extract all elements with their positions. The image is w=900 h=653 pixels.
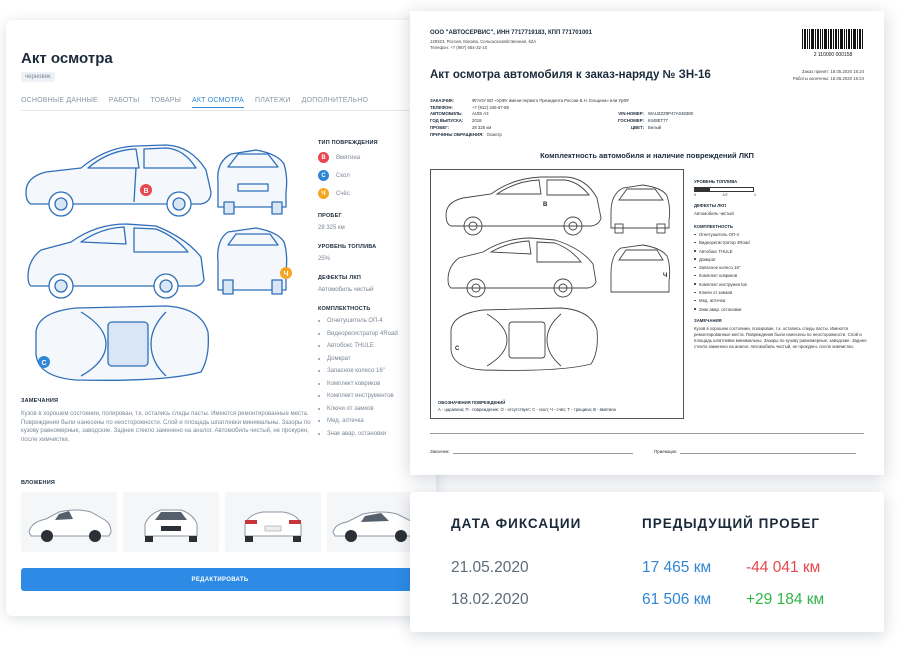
document-divider	[430, 433, 864, 434]
car-damage-diagram[interactable]	[16, 132, 311, 402]
list-item: Домкрат	[318, 356, 433, 362]
work-end-date: Работы окончены: 18.05.2020 16:24	[792, 75, 864, 81]
attachments-title: ВЛОЖЕНИЯ	[21, 480, 56, 486]
field-label: ЗАКАЗЧИК:	[430, 97, 455, 103]
damage-type-label: Счёс	[336, 190, 350, 197]
defects-title: ДЕФЕКТЫ ЛКП	[694, 203, 726, 208]
tab-bar	[21, 97, 368, 108]
list-item: Мед. аптечка	[694, 298, 869, 303]
row-date: 18.02.2020	[451, 591, 529, 608]
receiver-signature	[654, 449, 856, 454]
remarks-section	[21, 398, 311, 444]
company-name: ООО "АВТОСЕРВИС", ИНН 7717719183, КПП 771701001	[430, 30, 592, 36]
list-item: Комплект инструментов	[318, 393, 433, 399]
fuel-fill	[695, 188, 710, 191]
row-delta-negative: -44 041 км	[746, 559, 821, 576]
field-label: ПРИЧИНЫ ОБРАЩЕНИЯ:	[430, 131, 484, 137]
list-item: Ключи от замков	[318, 406, 433, 412]
attachment-photo[interactable]	[123, 492, 219, 552]
fuel-title: УРОВЕНЬ ТОПЛИВА	[694, 179, 738, 184]
field-label: VIN-НОМЕР:	[618, 111, 644, 117]
row-mileage: 61 506 км	[642, 591, 712, 608]
car-top	[36, 306, 208, 380]
damage-types-title: ТИП ПОВРЕЖДЕНИЯ	[318, 140, 378, 146]
mileage-value: 28 325 км	[472, 125, 492, 131]
field-label: АВТОМОБИЛЬ:	[430, 111, 463, 117]
tabs-divider	[21, 110, 436, 111]
attachment-photo[interactable]	[225, 492, 321, 552]
order-accepted-date: Заказ принят: 18.05.2020 16:24	[801, 69, 864, 74]
svg-text:С: С	[41, 360, 47, 367]
document-car-diagram	[431, 170, 685, 380]
attachment-photo[interactable]	[327, 492, 423, 552]
document-diagram-box	[430, 169, 684, 419]
dent-icon: В	[318, 152, 329, 163]
damage-type-label: Вмятина	[336, 154, 361, 161]
list-item: Видеорегистратор 4Road	[318, 331, 433, 337]
color-value: Белый	[648, 125, 662, 131]
list-item: Домкрат	[694, 257, 869, 262]
list-item: Запасное колесо 16"	[694, 265, 869, 270]
inspection-card	[6, 20, 436, 616]
company-address	[430, 39, 536, 51]
fuel-gauge	[694, 187, 754, 192]
field-label: ЦВЕТ:	[630, 125, 644, 131]
mileage-title: ПРОБЕГ	[318, 213, 342, 219]
defects-title: ДЕФЕКТЫ ЛКП	[318, 275, 362, 281]
damage-legend	[438, 400, 616, 412]
tab-payments[interactable]: ПЛАТЕЖИ	[255, 97, 291, 104]
field-label: ПРОБЕГ:	[430, 125, 450, 131]
document-dates	[793, 69, 864, 82]
svg-text:В: В	[143, 188, 149, 195]
customer-value: ФГАОУ ВО «УрФУ имени первого Президента России Б.Н. Ельцина» или УрФУ	[472, 97, 630, 103]
fuel-ticks	[694, 193, 756, 197]
attachment-photo[interactable]	[21, 492, 117, 552]
list-item: Мед. аптечка	[318, 418, 433, 424]
list-item: Знак авар. остановки	[318, 431, 433, 437]
chip-icon: С	[318, 170, 329, 181]
diagram-mark-chip: C	[455, 346, 460, 352]
signature-label: Приемщик:	[654, 449, 678, 454]
reason-value: Осмотр	[486, 131, 502, 137]
remarks-title: ЗАМЕЧАНИЯ	[694, 317, 722, 323]
tab-inspection[interactable]: АКТ ОСМОТРА	[192, 97, 244, 108]
mileage-value: 28 325 км	[318, 225, 345, 231]
defects-value: Автомобиль чистый	[318, 287, 374, 293]
barcode-icon	[802, 29, 864, 57]
attachments-gallery	[21, 492, 423, 552]
list-item: Автобокс THULE	[318, 343, 433, 349]
list-item: Комплект инструментов	[694, 282, 869, 287]
status-badge: черновик	[21, 72, 55, 82]
fuel-title: УРОВЕНЬ ТОПЛИВА	[318, 244, 377, 250]
vin-value: WAUZZZ8P47A048380	[648, 111, 693, 117]
signature-label: Заказчик:	[430, 449, 450, 454]
tab-goods[interactable]: ТОВАРЫ	[150, 97, 182, 104]
car-value: AUDI A3	[472, 111, 489, 117]
list-item: Автобокс THULE	[694, 249, 869, 254]
legend-title: ОБОЗНАЧЕНИЯ ПОВРЕЖДЕНИЙ	[438, 400, 506, 405]
mileage-history-card	[410, 492, 884, 632]
year-value: 2018	[472, 118, 482, 124]
scratch-icon: Ч	[318, 188, 329, 199]
kit-list	[694, 232, 869, 312]
phone-value: +7 (912) 345-67-89	[472, 104, 509, 110]
field-label: ТЕЛЕФОН:	[430, 104, 453, 110]
list-item: Комплект ковриков	[318, 381, 433, 387]
inspection-document	[410, 11, 884, 475]
document-details	[694, 179, 869, 350]
diagram-mark-dent: B	[543, 202, 548, 208]
list-item: Огнетушитель ОП-4	[694, 232, 869, 237]
fuel-value: 25%	[318, 256, 331, 262]
row-delta-positive: +29 184 км	[746, 591, 825, 608]
row-mileage: 17 465 км	[642, 559, 712, 576]
signature-line	[453, 449, 633, 454]
tab-additional[interactable]: ДОПОЛНИТЕЛЬНО	[301, 97, 369, 104]
document-section-title: Комплектность автомобиля и наличие повреждений ЛКП	[540, 151, 754, 160]
car-side-left	[26, 145, 211, 216]
document-title: Акт осмотра автомобиля к заказ-наряду № ЗН-16	[430, 69, 711, 81]
tab-works[interactable]: РАБОТЫ	[108, 97, 140, 104]
signature-line	[680, 449, 856, 454]
car-front	[218, 150, 287, 214]
edit-button[interactable]: РЕДАКТИРОВАТЬ	[21, 568, 419, 591]
customer-signature	[430, 449, 633, 454]
kit-title: КОМПЛЕКТНОСТЬ	[694, 224, 734, 229]
kit-title: КОМПЛЕКТНОСТЬ	[318, 306, 371, 312]
tab-main-data[interactable]: ОСНОВНЫЕ ДАННЫЕ	[21, 97, 98, 104]
row-date: 21.05.2020	[451, 559, 529, 576]
car-side-right	[28, 224, 204, 298]
list-item: Знак авар. остановки	[694, 307, 869, 312]
fuel-tick: 1/2	[722, 193, 728, 197]
remarks-text: Кузов в хорошем состоянии, полирован, т.к. остались следы пасты. Имеются ремонтированные места. Повреждения были нанесены по неосторожности. Слой и площадь шпатлевки минимальны. Зазоры по кузову равномерные, заводские. Заднее стекло заменено на аналог. Автомобиль чистый, не прокурен, после химчистки.	[21, 411, 311, 443]
defects-value: Автомобиль чистый	[694, 211, 734, 216]
remarks-text: Кузов в хорошем состоянии, полирован, т.к. остались следы пасты. Имеются ремонтированные места. Повреждения были нанесены по неосторожности. Слой и площадь шпатлевки минимальны. Зазоры по кузову равномерные, заводские. Заднее стекло заменено на аналог. Автомобиль чистый, не прокурен, после химчистки.	[694, 325, 867, 349]
list-item: Ключи от замков	[694, 290, 869, 295]
fuel-tick: 1	[754, 193, 756, 197]
company-phone: Телефон: +7 (987) 654-32-10	[430, 45, 488, 50]
legend-text: А - царапина; П - повреждение; О - отсутствует; С - скол; Ч - счёс; Т - трещина; В - вмятина	[438, 407, 616, 412]
damage-type-label: Скол	[336, 172, 350, 179]
document-fields	[430, 97, 870, 138]
barcode-number: 2 110000 000158	[813, 52, 853, 57]
remarks-title: ЗАМЕЧАНИЯ	[21, 398, 59, 404]
list-item: Комплект ковриков	[694, 273, 869, 278]
field-label: ГОД ВЫПУСКА:	[430, 118, 464, 124]
mileage-column-header: ПРЕДЫДУЩИЙ ПРОБЕГ	[642, 516, 821, 531]
list-item: Огнетушитель ОП-4	[318, 318, 433, 324]
field-label: ГОСНОМЕР:	[618, 118, 644, 124]
list-item: Видеорегистратор 4Road	[694, 240, 869, 245]
svg-text:Ч: Ч	[283, 271, 289, 278]
fuel-tick: 0	[694, 193, 696, 197]
car-rear	[218, 228, 287, 294]
page-title: Акт осмотра	[21, 50, 113, 67]
date-column-header: ДАТА ФИКСАЦИИ	[451, 516, 582, 531]
list-item: Запасное колесо 16"	[318, 368, 433, 374]
plate-value: К448ЕТ77	[648, 118, 668, 124]
diagram-mark-scratch: Ч	[663, 273, 668, 279]
company-address-line: 129323, Россия, Москва, Сельскохозяйственная, 62А	[430, 39, 537, 44]
